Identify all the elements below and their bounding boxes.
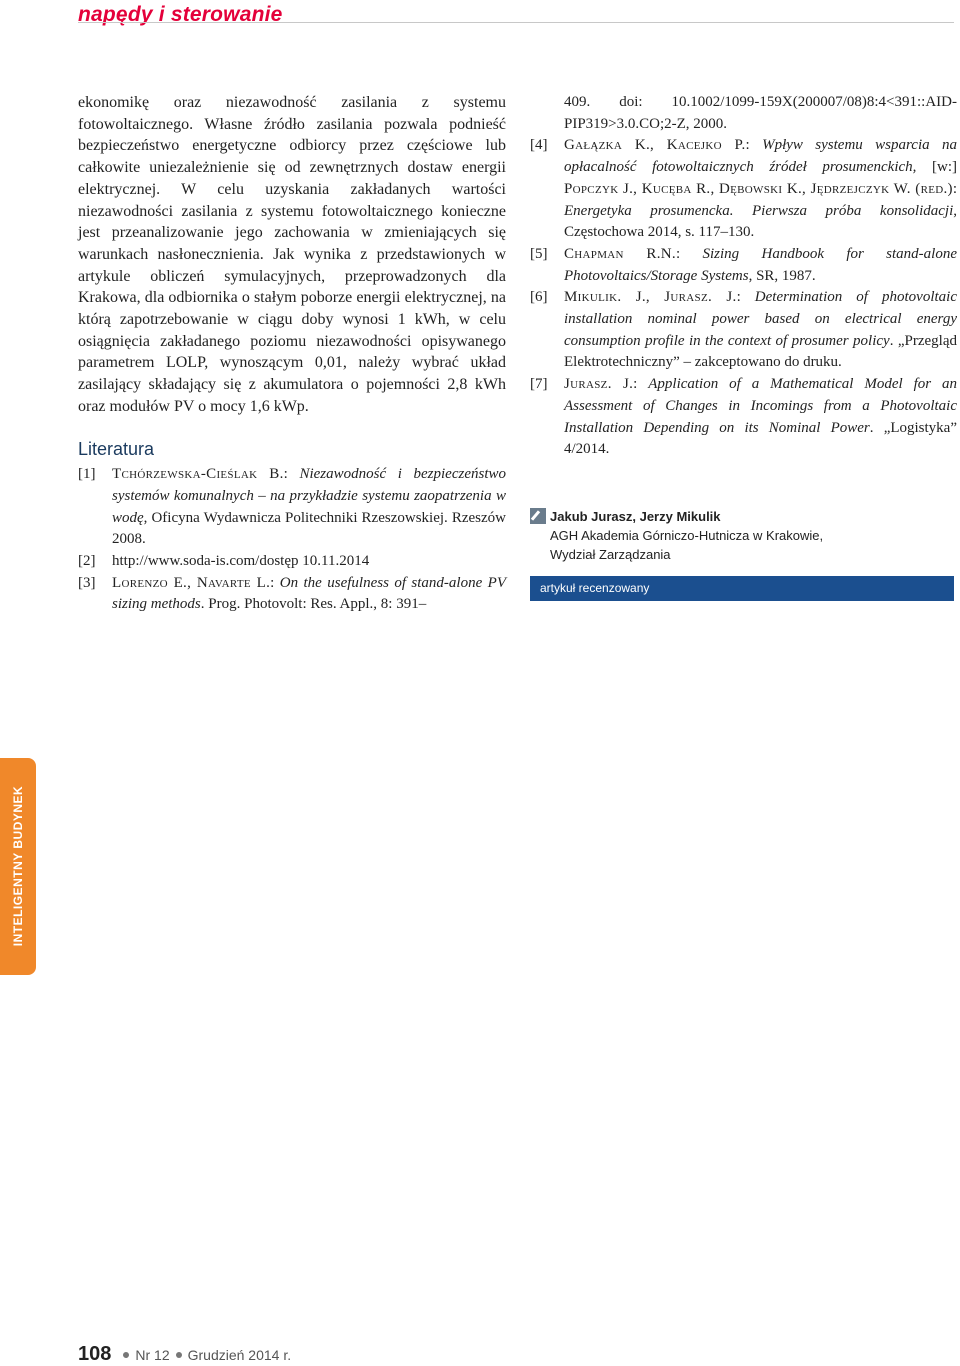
separator-dot-icon bbox=[176, 1352, 182, 1358]
reference-details: , Oficyna Wydawnicza Politechniki Rzeszowskiej. Rzeszów 2008. bbox=[112, 509, 506, 548]
reference-title: Sizing Handbook for stand-alone Photovoltaics/Storage Systems bbox=[564, 245, 957, 284]
side-section-tab bbox=[0, 758, 36, 975]
reference-number: [7] bbox=[530, 376, 548, 393]
reference-item-6 bbox=[530, 287, 957, 374]
reference-author: Lorenzo E., Navarte L. bbox=[112, 574, 271, 591]
issue-number: Nr 12 bbox=[135, 1347, 170, 1363]
page-number: 108 bbox=[78, 1343, 112, 1365]
reference-author: Tchórzewska-Cieślak B. bbox=[112, 466, 284, 483]
section-title: napędy i sterowanie bbox=[78, 3, 283, 26]
reference-item-3-continued bbox=[530, 92, 957, 135]
reference-text: Tchórzewska-Cieślak B.: Niezawodność i bezpieczeństwo systemów komunalnych – na przykładzie systemu zaopatrzenia w wodę, Oficyna Wydawnicza Politechniki Rzeszowskiej. Rzeszów 2008. bbox=[112, 466, 506, 548]
reference-title: Niezawodność i bezpieczeństwo systemów komunalnych – na przykładzie systemu zaopatrzenia w wodę bbox=[112, 466, 506, 526]
reference-book: Energetyka prosumencka. Pierwsza próba konsolidacji bbox=[564, 202, 954, 219]
author-names: Jakub Jurasz, Jerzy Mikulik bbox=[550, 508, 721, 524]
reference-item-1 bbox=[78, 464, 506, 551]
reference-number: [1] bbox=[78, 466, 96, 483]
body-paragraph: ekonomikę oraz niezawodność zasilania z systemu fotowoltaicznego. Własne źródło zasilania pozwala podnieść bezpieczeństwo energetyczne odbiorcy przez częściowe lub całkowite uniezależnienie się od zewnętrznych dostaw energii elektrycznej. W celu uzyskania zakładanych wartości niezawodności zasilania z systemu fotowoltaicznego konieczne jest przeanalizowanie jego zachowania w zmieniających się warunkach nasłonecznienia. Jak wynika z przedstawionych w artykule obliczeń symulacyjnych, przeprowadzonych dla Krakowa, dla odbiornika o stałym poborze energii elektrycznej, na którą zapotrzebowanie w ciągu doby wynosi 1 kWh, w celu osiągnięcia zakładanego poziomu niezawodności opisywanego parametrem LOLP, wynoszącym 0,01, należy wybrać układ zasilający składający się z akumulatora o pojemności 2,8 kWh oraz modułów PV o mocy 1,6 kWp. bbox=[78, 94, 506, 415]
reference-details: . „Logistyka” 4/2014. bbox=[564, 419, 957, 458]
reference-item-4 bbox=[530, 135, 957, 244]
reference-title: On the usefulness of stand-alone PV sizing methods bbox=[112, 574, 506, 613]
reference-title: Application of a Mathematical Model for an Assessment of Changes in Incomings from a Photovoltaic Installation Depending on its Nominal Power bbox=[564, 376, 957, 436]
reference-text: Chapman R.N.: Sizing Handbook for stand-alone Photovoltaics/Storage Systems, SR, 1987. bbox=[564, 245, 957, 284]
separator-dot-icon bbox=[123, 1352, 129, 1358]
side-tab-label: INTELIGENTNY BUDYNEK bbox=[11, 785, 25, 947]
pen-icon bbox=[530, 508, 546, 524]
reference-title: Wpływ systemu wsparcia na opłacalność fotowoltaicznych źródeł prosumenckich, bbox=[564, 137, 957, 176]
reference-item-2 bbox=[78, 551, 506, 573]
reference-title: Determination of photovoltaic installation nominal power based on electrical energy consumption profile in the context of prosumer policy bbox=[564, 289, 957, 349]
reference-details: , Częstochowa 2014, s. 117–130. bbox=[564, 202, 957, 241]
reference-text: Lorenzo E., Navarte L.: On the usefulness of stand-alone PV sizing methods. Prog. Photovolt: Res. Appl., 8: 391– bbox=[112, 574, 506, 613]
reference-number: [5] bbox=[530, 245, 548, 262]
issue-date: Grudzień 2014 r. bbox=[187, 1347, 292, 1363]
left-column bbox=[78, 92, 506, 616]
reference-details: , SR, 1987. bbox=[748, 267, 816, 284]
reference-number: [4] bbox=[530, 137, 548, 154]
right-column bbox=[530, 92, 957, 601]
references-heading: Literatura bbox=[78, 438, 155, 459]
reference-author: Gałązka K., Kacejko P. bbox=[564, 137, 746, 154]
reference-number: [2] bbox=[78, 553, 96, 570]
reference-link[interactable]: http://www.soda-is.com/dostęp 10.11.2014 bbox=[112, 553, 370, 570]
author-line bbox=[530, 507, 957, 526]
reference-text: Mikulik. J., Jurasz. J.: Determination of photovoltaic installation nominal power based on electrical energy consumption profile in the context of prosumer policy. „Przegląd Elektrotechniczny” – zakceptowano do druku. bbox=[564, 289, 958, 371]
reference-item-3 bbox=[78, 573, 506, 616]
reference-author: Chapman R.N. bbox=[564, 245, 676, 262]
reference-connector: [w:] bbox=[916, 159, 958, 176]
reference-details: 409. doi: 10.1002/1099-159X(200007/08)8:4<391::AID-PIP319>3.0.CO;2-Z, 2000. bbox=[564, 94, 957, 132]
author-affiliation: AGH Akademia Górniczo-Hutnicza w Krakowie, bbox=[550, 527, 824, 543]
article-body bbox=[78, 92, 506, 418]
review-badge: artykuł recenzowany bbox=[530, 576, 954, 601]
reference-editors: Popczyk J., Kucęba R., Dębowski K., Jędrzejczyk W. (red.) bbox=[564, 180, 953, 197]
reference-details: . Prog. Photovolt: Res. Appl., 8: 391– bbox=[200, 596, 427, 613]
reference-item-5 bbox=[530, 244, 957, 287]
reference-number: [6] bbox=[530, 289, 548, 306]
header-divider bbox=[78, 22, 954, 23]
reference-details: . „Przegląd Elektrotechniczny” – zakceptowano do druku. bbox=[564, 332, 958, 371]
reference-item-7 bbox=[530, 374, 957, 461]
reference-text: Gałązka K., Kacejko P.: Wpływ systemu wsparcia na opłacalność fotowoltaicznych źródeł prosumenckich, [w:] Popczyk J., Kucęba R., Dębowski K., Jędrzejczyk W. (red.): Energetyka prosumencka. Pierwsza próba konsolidacji, Częstochowa 2014, s. 117–130. bbox=[564, 137, 958, 241]
reference-author: Jurasz. J. bbox=[564, 376, 634, 393]
reference-text: Jurasz. J.: Application of a Mathematical Model for an Assessment of Changes in Incomings from a Photovoltaic Installation Depending on its Nominal Power. „Logistyka” 4/2014. bbox=[564, 376, 957, 458]
reference-author: Mikulik. J., Jurasz. J. bbox=[564, 289, 737, 306]
author-department: Wydział Zarządzania bbox=[550, 546, 671, 562]
author-block bbox=[530, 507, 957, 601]
reference-number: [3] bbox=[78, 574, 96, 591]
